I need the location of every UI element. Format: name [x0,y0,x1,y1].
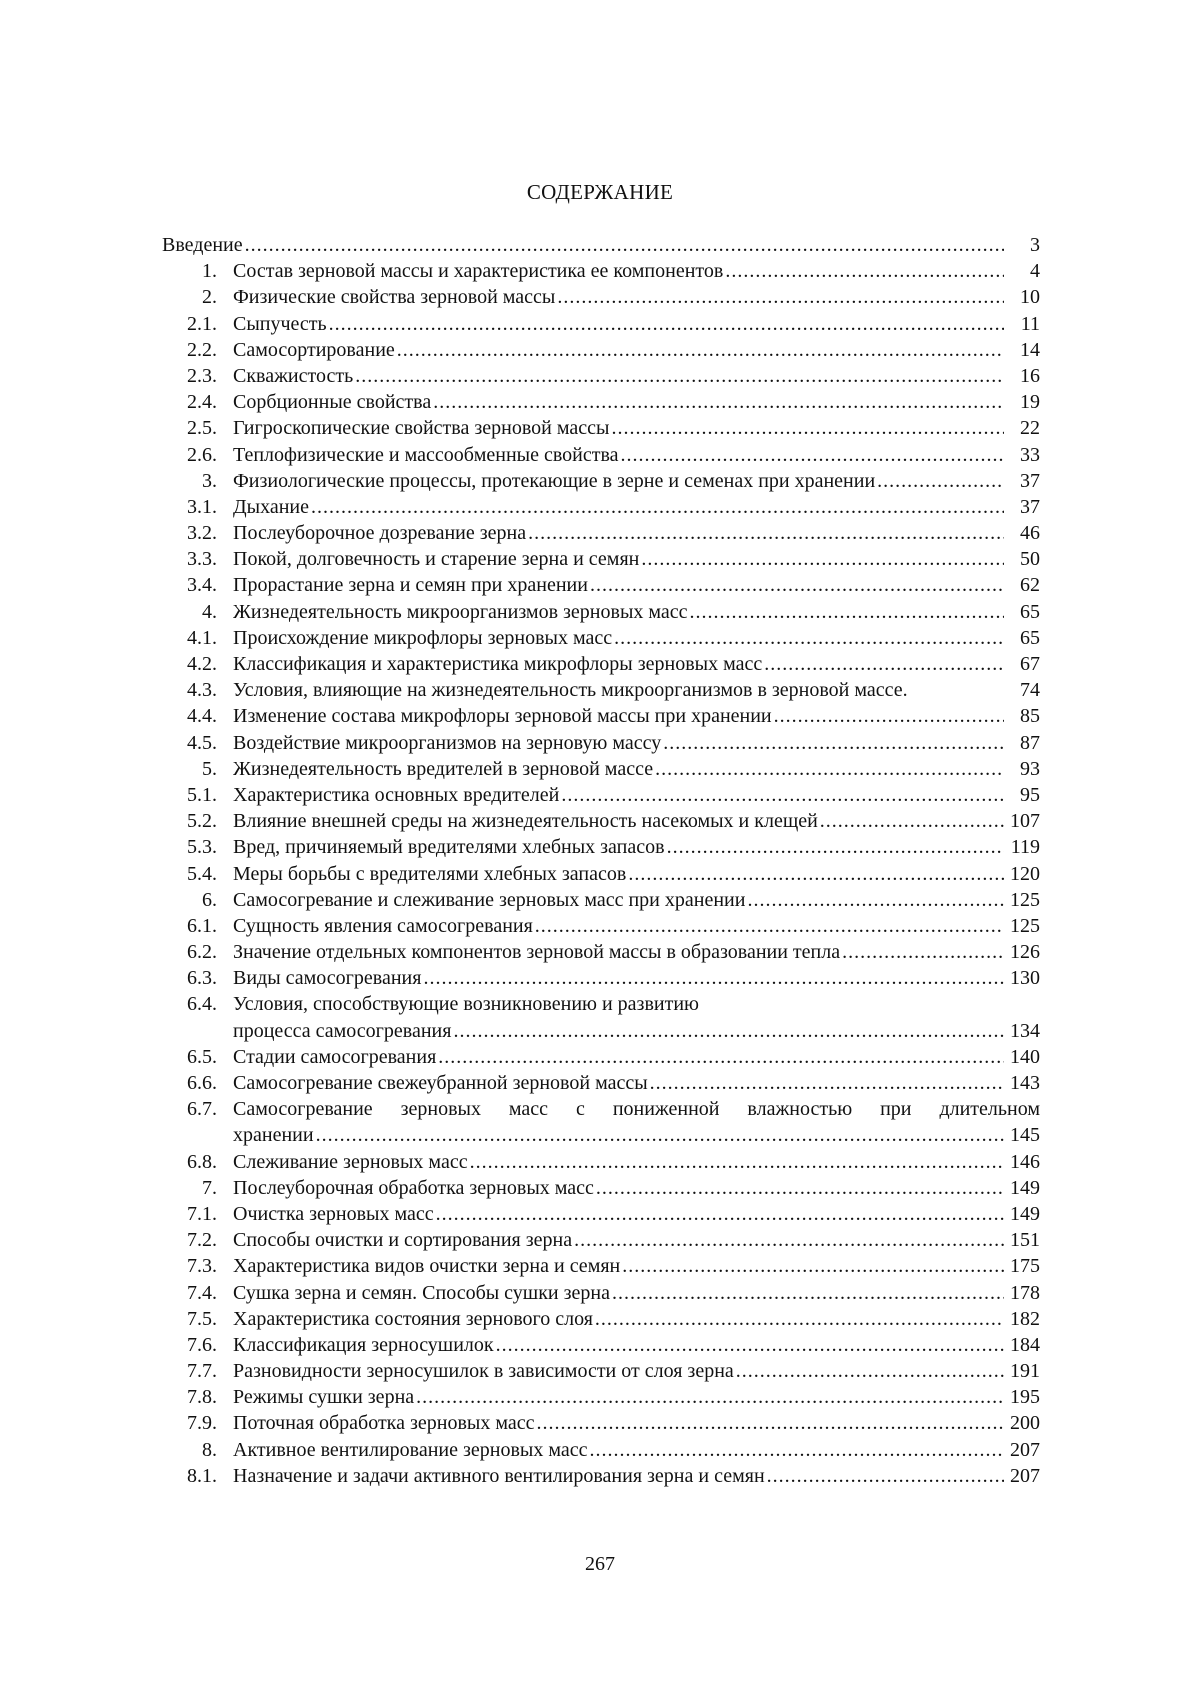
toc-entry-title-continued: процесса самосогревания [233,1019,452,1042]
toc-entry-title: Послеуборочная обработка зерновых масс [233,1176,594,1199]
toc-entry-number: 7.7. [187,1360,217,1383]
dot-leader [496,1332,1004,1358]
toc-entry-title: Дыхание [233,495,309,518]
toc-entry-number: 6.5. [187,1045,217,1068]
toc-entry-number: 4.5. [187,731,217,754]
dot-leader [355,363,1004,389]
toc-entry-page-number: 184 [1010,1333,1040,1356]
table-of-contents [162,232,1040,1489]
toc-entry[interactable] [162,1253,1040,1279]
toc-entry-page-number: 46 [1020,522,1040,545]
toc-entry[interactable] [162,258,1040,284]
toc-entry-page-number: 145 [1010,1124,1040,1147]
toc-entry-page-number: 3 [1030,234,1040,256]
toc-entry-page-number: 50 [1020,548,1040,571]
toc-entry-title: Характеристика состояния зернового слоя [233,1307,593,1330]
dot-leader [574,1227,1004,1253]
toc-entry-page-number: 149 [1010,1176,1040,1199]
dot-leader [438,1044,1004,1070]
toc-entry[interactable] [162,861,1040,887]
dot-leader [557,284,1004,310]
toc-entry-title: Жизнедеятельность микроорганизмов зерновых масс [233,600,688,623]
toc-entry-title: Физические свойства зерновой массы [233,286,556,309]
toc-entry-page-number: 151 [1010,1229,1040,1252]
toc-entry-page-number: 134 [1010,1019,1040,1042]
toc-entry-page-number: 4 [1030,260,1040,283]
toc-entry[interactable] [162,284,1040,310]
dot-leader [621,442,1004,468]
toc-entry-number: 7.5. [187,1307,217,1330]
dot-leader [667,834,1004,860]
toc-entry[interactable] [162,389,1040,415]
toc-entry-number: 6.6. [187,1072,217,1095]
toc-entry-page-number: 140 [1010,1045,1040,1068]
toc-entry-title: Сыпучесть [233,312,327,335]
toc-entry[interactable] [162,599,1040,625]
toc-entry-title: Вред, причиняемый вредителями хлебных запасов [233,836,665,859]
toc-entry[interactable] [162,1437,1040,1463]
dot-leader [736,1358,1004,1384]
toc-entry-title: Влияние внешней среды на жизнедеятельность насекомых и клещей [233,810,818,833]
dot-leader [622,1253,1004,1279]
toc-entry-number: 6.3. [187,967,217,990]
toc-entry-title: Самосортирование [233,338,395,361]
toc-entry-number: 2.1. [187,312,217,335]
toc-entry-page-number: 182 [1010,1307,1040,1330]
toc-entry[interactable] [162,363,1040,389]
toc-entry-title: Условия, способствующие возникновению и развитию [233,993,699,1016]
toc-entry-page-number: 125 [1010,888,1040,911]
toc-entry[interactable] [162,1280,1040,1306]
toc-entry-title: Активное вентилирование зерновых масс [233,1438,588,1461]
toc-entry[interactable] [162,1332,1040,1358]
toc-entry[interactable] [162,651,1040,677]
toc-entry-page-number: 178 [1010,1281,1040,1304]
toc-entry-page-number: 22 [1020,417,1040,440]
toc-entry-title: Самосогревание свежеубранной зерновой массы [233,1072,648,1095]
toc-entry-page-number: 65 [1020,600,1040,623]
toc-entry[interactable] [162,1463,1040,1489]
toc-entry[interactable] [162,834,1040,860]
dot-leader [663,730,1004,756]
toc-entry-page-number: 14 [1020,338,1040,361]
toc-entry-number: 7.3. [187,1255,217,1278]
toc-entry-number: 1. [202,260,217,283]
toc-entry-page-number: 67 [1020,653,1040,675]
toc-entry-page-number: 62 [1020,574,1040,597]
toc-entry[interactable] [162,965,1040,991]
dot-leader [311,494,1004,520]
toc-entry-page-number: 11 [1020,312,1040,335]
toc-entry-number: 3.4. [187,574,217,597]
toc-entry[interactable] [162,913,1040,939]
dot-leader [767,1463,1004,1489]
toc-entry-page-number: 120 [1010,862,1040,885]
toc-entry-title: Воздействие микроорганизмов на зерновую массу [233,731,662,754]
dot-leader [397,337,1004,363]
dot-leader [725,258,1004,284]
toc-entry[interactable] [162,808,1040,834]
dot-leader [245,232,1004,258]
dot-leader [650,1070,1004,1096]
toc-entry-page-number: 87 [1020,731,1040,754]
toc-entry-number: 2.3. [187,364,217,387]
toc-entry-title: Классификация зерносушилок [233,1333,494,1356]
dot-leader [590,572,1004,598]
dot-leader [528,520,1004,546]
dot-leader [433,389,1004,415]
toc-entry-title: Способы очистки и сортирования зерна [233,1229,573,1252]
toc-entry-title: Слеживание зерновых масс [233,1150,468,1173]
toc-entry-number: 3.1. [187,495,217,518]
dot-leader [820,808,1004,834]
toc-entry[interactable] [162,730,1040,756]
toc-entry[interactable] [162,546,1040,572]
toc-entry-number: 2.5. [187,417,217,440]
toc-entry-page-number: 33 [1020,443,1040,466]
dot-leader [612,1280,1004,1306]
toc-entry-page-number: 119 [1010,836,1040,859]
toc-entry-number: 3.3. [187,548,217,571]
toc-entry-number: 6.1. [187,914,217,937]
toc-entry-page-number: 74 [1020,679,1040,702]
toc-entry-page-number: 95 [1020,783,1040,806]
toc-entry[interactable] [162,1358,1040,1384]
toc-entry[interactable] [162,1384,1040,1410]
toc-entry-number: 5.1. [187,783,217,806]
page-title: СОДЕРЖАНИЕ [526,180,674,204]
toc-entry[interactable] [162,939,1040,965]
toc-entry[interactable] [162,1410,1040,1436]
dot-leader [423,965,1004,991]
dot-leader [416,1384,1004,1410]
toc-entry-title: Самосогревание и слеживание зерновых масс при хранении [233,888,746,911]
toc-entry[interactable] [162,494,1040,520]
toc-entry-number: 4. [202,600,217,623]
toc-entry-title: Самосогревание зерновых масс с пониженной влажностью при длительном [233,1098,1040,1121]
toc-entry-title: Сущность явления самосогревания [233,914,533,937]
toc-entry-number: 3. [202,469,217,492]
toc-entry-page-number: 175 [1010,1255,1040,1278]
toc-entry-page-number: 191 [1010,1360,1040,1383]
dot-leader [774,703,1004,729]
toc-entry-title: Изменение состава микрофлоры зерновой массы при хранении [233,705,772,728]
toc-entry-page-number: 37 [1020,469,1040,492]
dot-leader [628,861,1004,887]
toc-entry-page-number: 149 [1010,1202,1040,1225]
dot-leader [690,599,1004,625]
toc-entry[interactable] [162,1227,1040,1253]
toc-entry-title: Покой, долговечность и старение зерна и семян [233,548,640,571]
toc-entry[interactable] [162,703,1040,729]
dot-leader [453,1018,1004,1044]
toc-entry[interactable] [162,1149,1040,1175]
toc-entry-title: Гигроскопические свойства зерновой массы [233,417,610,440]
toc-entry-title: Характеристика видов очистки зерна и семян [233,1255,621,1278]
toc-entry-number: 2.4. [187,391,217,414]
dot-leader [590,1437,1005,1463]
toc-entry-number: 7. [202,1176,217,1199]
toc-entry-page-number: 200 [1010,1412,1040,1435]
toc-entry-number: 7.1. [187,1202,217,1225]
toc-entry-title: Условия, влияющие на жизнедеятельность микроорганизмов в зерновой массе. [233,679,908,702]
toc-entry[interactable] [162,756,1040,782]
toc-entry-title: Жизнедеятельность вредителей в зерновой массе [233,757,654,780]
dot-leader [764,651,1004,677]
toc-entry-number: 7.8. [187,1386,217,1409]
toc-entry-page-number: 143 [1010,1072,1040,1095]
toc-entry-title: Очистка зерновых масс [233,1202,434,1225]
toc-entry[interactable] [162,887,1040,913]
toc-entry-title: Характеристика основных вредителей [233,783,560,806]
toc-entry-number: 6.8. [187,1150,217,1173]
toc-entry-title: Теплофизические и массообменные свойства [233,443,619,466]
toc-entry-number: 7.2. [187,1229,217,1252]
toc-entry-title: Прорастание зерна и семян при хранении [233,574,588,597]
page-number: 267 [585,1553,615,1575]
toc-entry-page-number: 195 [1010,1386,1040,1409]
toc-entry-title: Виды самосогревания [233,967,422,990]
toc-entry-page-number: 65 [1020,626,1040,649]
toc-entry-number: 3.2. [187,522,217,545]
toc-entry-title: Поточная обработка зерновых масс [233,1412,535,1435]
toc-entry[interactable] [162,1070,1040,1096]
toc-entry-title-continued: хранении [233,1124,314,1147]
toc-entry[interactable] [162,415,1040,441]
toc-entry-title: Сорбционные свойства [233,391,432,414]
toc-entry[interactable] [162,1044,1040,1070]
toc-entry[interactable] [162,442,1040,468]
toc-entry-number: 7.6. [187,1333,217,1356]
toc-entry-title: Режимы сушки зерна [233,1386,415,1409]
toc-entry[interactable] [162,1306,1040,1332]
toc-entry[interactable] [162,677,1040,703]
dot-leader [561,782,1004,808]
toc-entry-number: 8. [202,1438,217,1461]
toc-entry-page-number: 125 [1010,914,1040,937]
toc-entry-title: Послеуборочное дозревание зерна [233,522,527,545]
toc-entry[interactable] [162,1201,1040,1227]
toc-entry-number: 8.1. [187,1464,217,1487]
toc-entry[interactable] [162,468,1040,494]
toc-entry-page-number: 130 [1010,967,1040,990]
toc-entry-title: Значение отдельных компонентов зерновой массы в образовании тепла [233,941,841,964]
dot-leader [329,311,1004,337]
toc-entry-number: 6.2. [187,941,217,964]
toc-entry-page-number: 16 [1020,364,1040,387]
toc-entry[interactable] [162,1096,1040,1148]
dot-leader [596,1175,1004,1201]
toc-entry-introduction[interactable] [162,232,1040,258]
toc-entry-title: Состав зерновой массы и характеристика ее компонентов [233,260,724,283]
toc-entry-page-number: 207 [1010,1438,1040,1461]
toc-entry[interactable] [162,520,1040,546]
dot-leader [747,887,1004,913]
toc-entry-page-number: 207 [1010,1464,1040,1487]
toc-entry-page-number: 126 [1010,941,1040,964]
toc-entry-page-number: 93 [1020,757,1040,780]
dot-leader [614,625,1004,651]
toc-entry-number: 4.3. [187,679,217,702]
dot-leader [536,1410,1004,1436]
toc-entry[interactable] [162,1175,1040,1201]
toc-entry-number: 2. [202,286,217,309]
toc-entry-number: 5.4. [187,862,217,885]
toc-entry-page-number: 146 [1010,1150,1040,1173]
toc-entry-number: 4.2. [187,653,217,675]
toc-entry-number: 6.4. [187,993,217,1016]
toc-entry[interactable] [162,337,1040,363]
dot-leader [641,546,1004,572]
dot-leader [316,1122,1004,1148]
toc-entry-number: 6.7. [187,1098,217,1121]
dot-leader [655,756,1004,782]
toc-entry-title: Классификация и характеристика микрофлоры зерновых масс [233,653,763,675]
toc-entry-title: Назначение и задачи активного вентилирования зерна и семян [233,1464,765,1487]
toc-entry[interactable] [162,311,1040,337]
toc-entry-number: 5.2. [187,810,217,833]
toc-entry-page-number: 37 [1020,495,1040,518]
toc-entry-title: Сушка зерна и семян. Способы сушки зерна [233,1281,610,1304]
toc-entry-page-number: 19 [1020,391,1040,414]
toc-entry-page-number: 85 [1020,705,1040,728]
toc-entry-number: 2.6. [187,443,217,466]
dot-leader [877,468,1004,494]
dot-leader [535,913,1004,939]
toc-entry-number: 2.2. [187,338,217,361]
toc-entry-number: 7.9. [187,1412,217,1435]
toc-entry[interactable] [162,782,1040,808]
toc-entry-title: Физиологические процессы, протекающие в зерне и семенах при хранении [233,469,876,492]
toc-entry-number: 5. [202,757,217,780]
toc-entry[interactable] [162,991,1040,1043]
toc-entry-number: 5.3. [187,836,217,859]
toc-entry-number: 4.1. [187,626,217,649]
toc-entry-page-number: 107 [1010,810,1040,833]
toc-entry-title: Скважистость [233,364,354,387]
toc-entry-title: Происхождение микрофлоры зерновых масс [233,626,613,649]
toc-entry-number: 7.4. [187,1281,217,1304]
toc-entry-number: 4.4. [187,705,217,728]
toc-entry-page-number: 10 [1020,286,1040,309]
toc-entry-number: 6. [202,888,217,911]
dot-leader [611,415,1004,441]
toc-entry-title: Стадии самосогревания [233,1045,437,1068]
dot-leader [470,1149,1004,1175]
toc-entry-title: Меры борьбы с вредителями хлебных запасов [233,862,627,885]
toc-entry-title: Разновидности зерносушилок в зависимости от слоя зерна [233,1360,734,1383]
dot-leader [595,1306,1004,1332]
dot-leader [436,1201,1004,1227]
toc-entry[interactable] [162,572,1040,598]
toc-entry[interactable] [162,625,1040,651]
toc-entry-title: Введение [162,234,243,256]
dot-leader [842,939,1004,965]
